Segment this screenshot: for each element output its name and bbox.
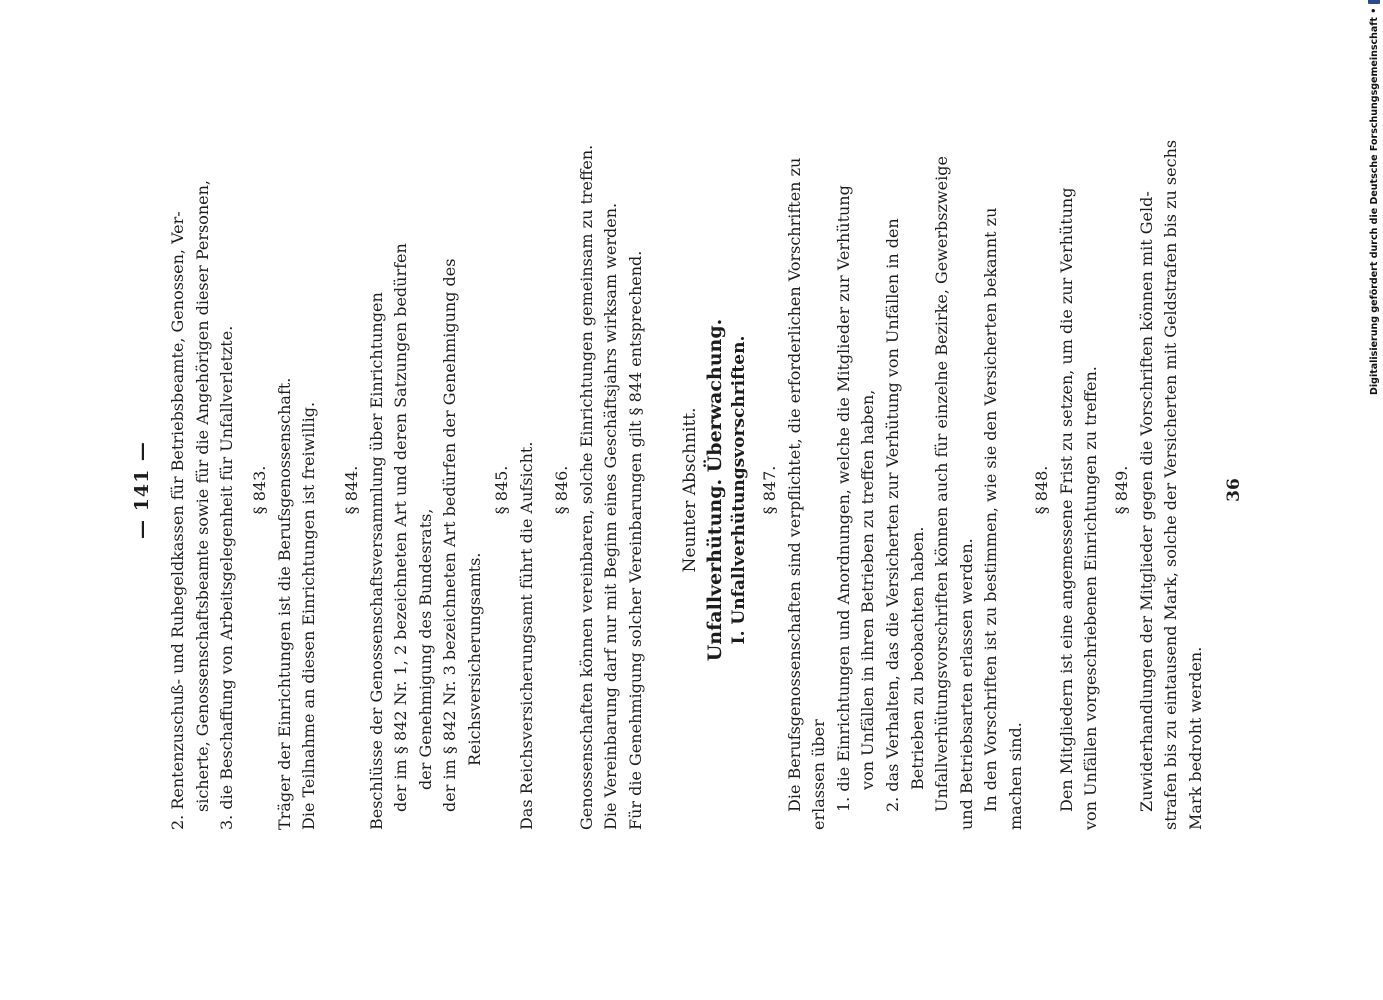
paragraph-line: der Genehmigung des Bundesrats, — [415, 508, 435, 790]
division-heading: Neunter Abschnitt. — [680, 407, 700, 573]
section-title: § 849. — [1112, 465, 1131, 515]
paragraph-line: erlassen über — [809, 719, 829, 830]
paragraph-line: der im § 842 Nr. 1, 2 bezeichneten Art und deren Satzungen bedürfen — [391, 243, 411, 812]
rotated-book-page — [130, 139, 1250, 830]
section-849 — [1110, 139, 1208, 830]
section-title: § 847. — [760, 465, 779, 515]
paragraph-line: Die Teilnahme an diesen Einrichtungen ist freiwillig. — [299, 401, 319, 830]
page-footer — [1222, 150, 1247, 830]
paragraph-line: Genossenschaften können vereinbaren, solche Einrichtungen gemeinsam zu treffen. — [576, 144, 596, 830]
section-848 — [1030, 150, 1104, 830]
credit-text: Digitalisierung gefördert durch die Deutsche Forschungsgemeinschaft • — [1368, 7, 1380, 395]
page-header — [130, 150, 155, 830]
section-845 — [490, 150, 539, 830]
section-title: § 845. — [492, 465, 511, 515]
page-number-header: — 141 — — [131, 441, 153, 539]
paragraph-line: 2. das Verhalten, das die Versicherten zur Verhütung von Unfällen in den — [882, 218, 902, 812]
paragraph-line: Reichsversicherungsamts. — [464, 552, 484, 766]
paragraph-line: Das Reichsversicherungsamt führt die Aufsicht. — [516, 441, 536, 830]
paragraph-line: von Unfällen in ihren Betrieben zu treffen haben, — [858, 389, 878, 790]
paragraph-line: Die Berufsgenossenschaften sind verpflichtet, die erforderlichen Vorschriften zu — [784, 157, 804, 812]
paragraph-line: Die Vereinbarung darf nur mit Beginn eines Geschäftsjahrs wirksam werden. — [601, 202, 621, 830]
paragraph-line: In den Vorschriften ist zu bestimmen, wie sie den Versicherten bekannt zu — [981, 207, 1001, 812]
chapter-headings — [678, 150, 752, 830]
section-843 — [248, 150, 322, 830]
paragraph-line: Zuwiderhandlungen der Mitglieder gegen die Vorschriften können mit Geld- — [1136, 191, 1156, 812]
top-items — [166, 150, 240, 830]
page-number-footer: 36 — [1224, 478, 1244, 502]
paragraph-line: Beschlüsse der Genossenschaftsversammlung über Einrichtungen — [366, 292, 386, 830]
list-item-continuation: sicherte, Genossenschaftsbeamte sowie für die Angehörigen dieser Personen, — [192, 179, 212, 812]
paragraph-line: von Unfällen vorgeschriebenen Einrichtungen zu treffen. — [1081, 366, 1101, 830]
section-title: § 843. — [250, 465, 269, 515]
paragraph-line: machen sind. — [1005, 722, 1025, 830]
digitization-credit — [1368, 0, 1380, 395]
paragraph-line: Den Mitgliedern ist eine angemessene Frist zu setzen, um die zur Verhütung — [1056, 187, 1076, 812]
paragraph-line: Träger der Einrichtungen ist die Berufsgenossenschaft. — [274, 377, 294, 830]
list-item: 2. Rentenzuschuß- und Ruhegeldkassen für Betriebsbeamte, Genossen, Ver- — [168, 211, 187, 830]
paragraph-line: und Betriebsarten erlassen werden. — [956, 538, 976, 830]
section-title: § 848. — [1032, 465, 1051, 515]
dfg-logo — [1368, 0, 1380, 4]
paragraph-line: der im § 842 Nr. 3 bezeichneten Art bedürfen der Genehmigung des — [440, 258, 460, 812]
paragraph-line: Für die Genehmigung solcher Vereinbarungen gilt § 844 entsprechend. — [625, 250, 645, 830]
paragraph-line: 1. die Einrichtungen und Anordnungen, welche die Mitglieder zur Verhütung — [833, 185, 853, 812]
section-847 — [758, 150, 1029, 830]
paragraph-line: strafen bis zu eintausend Mark, solche der Versicherten mit Geldstrafen bis zu sechs — [1161, 139, 1181, 830]
paragraph-line: Betrieben zu beobachten haben. — [907, 526, 927, 790]
section-title: § 844. — [342, 465, 361, 515]
section-title: § 846. — [552, 465, 571, 515]
main-heading: Unfallverhütung. Überwachung. — [703, 318, 726, 662]
paragraph-line: Mark bedroht werden. — [1185, 646, 1205, 830]
paragraph-line: Unfallverhütungsvorschriften können auch für einzelne Bezirke, Gewerbszweige — [932, 156, 952, 812]
section-846 — [550, 144, 648, 830]
sub-heading: I. Unfallverhütungsvorschriften. — [729, 335, 750, 645]
list-item: 3. die Beschaffung von Arbeitsgelegenheit für Unfallverletzte. — [217, 325, 237, 830]
section-844 — [340, 150, 488, 830]
